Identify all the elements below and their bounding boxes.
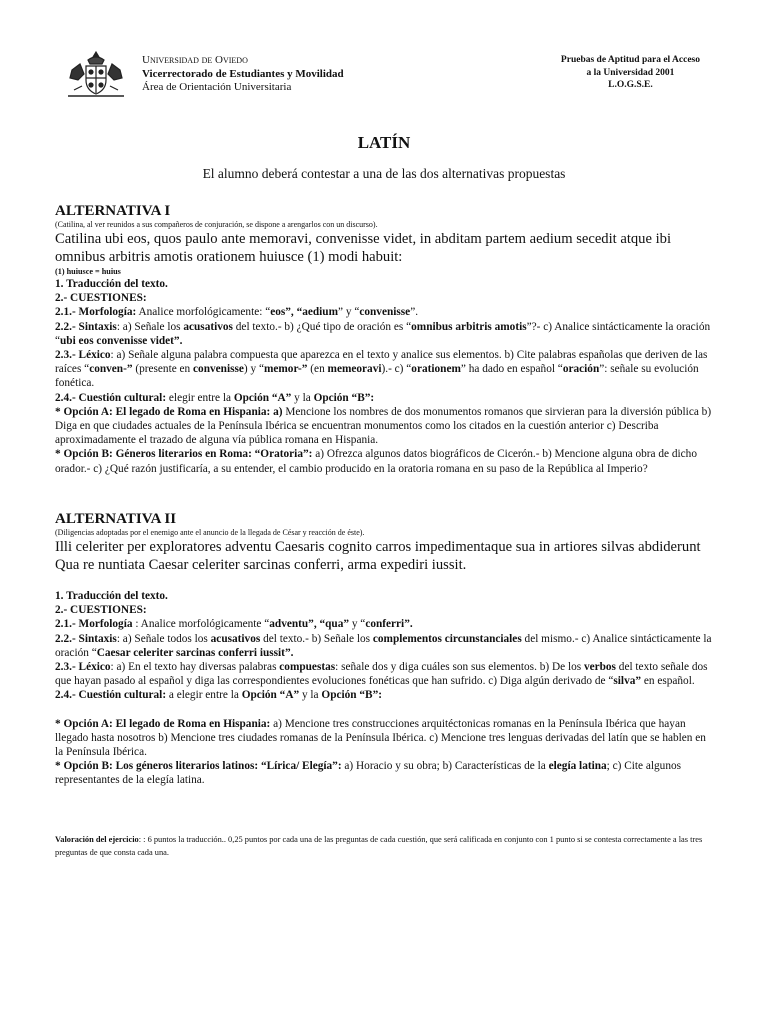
- alt2-latin-text: Illi celeriter per exploratores adventu Caesaris cognito carros impedimentaque sua in artiores silvas abdiderunt Qua re nuntiata Caesar celeriter sarcinas conferri, arma expediri iussit.: [55, 539, 701, 573]
- exam-info-line-2: a la Universidad 2001: [586, 67, 675, 78]
- alt2-traduccion: 1. Traducción del texto.: [55, 590, 168, 602]
- vicerrectorado: Vicerrectorado de Estudiantes y Movilidad: [142, 67, 344, 80]
- alt2-q-cultural: 2.4.- Cuestión cultural: a elegir entre la Opción “A” y la Opción “B”:: [55, 689, 382, 702]
- alternativa-2: [55, 510, 715, 788]
- alt2-q-lexico: 2.3.- Léxico: a) En el texto hay diversas palabras compuestas: señale dos y diga cuáles son sus elementos. b) De los verbos del texto señale dos que hayan pasado al español y diga las correspondientes evoluciones fonéticas que han sufrido. c) Diga algún derivado de “silva” en español.: [55, 661, 708, 688]
- alt2-q-sintaxis: 2.2.- Sintaxis: a) Señale todos los acusativos del texto.- b) Señale los complementos circunstanciales del mismo.- c) Analice sintácticamente la oración “Caesar celeriter sarcinas conferri iussit”.: [55, 632, 712, 659]
- alt2-cuestiones: 2.- CUESTIONES:: [55, 604, 147, 617]
- alternativa-1: [55, 202, 715, 476]
- alt2-context-note: (Diligencias adoptadas por el enemigo ante el anuncio de la llegada de César y reacción de éste).: [55, 528, 365, 537]
- alt1-q-cultural: 2.4.- Cuestión cultural: elegir entre la Opción “A” y la Opción “B”:: [55, 391, 375, 404]
- university-name: Universidad de Oviedo: [142, 54, 248, 66]
- alt1-traduccion: 1. Traducción del texto.: [55, 278, 168, 290]
- university-name-block: [142, 54, 344, 95]
- alt2-opcion-b: * Opción B: Los géneros literarios latinos: “Lírica/ Elegía”: a) Horacio y su obra; b) Características de la elegía latina; c) Cite algunos representantes de la elegía latina.: [55, 760, 682, 787]
- alt1-q-lexico: 2.3.- Léxico: a) Señale alguna palabra compuesta que aparezca en el texto y analice sus elementos. b) Cite palabras españolas que deriven de las raíces “conven-” (presente en convenisse) y “memor-” (en memeoravi).- c) “orationem” ha dado en español “oración”: señale su evolución fonética.: [55, 349, 708, 390]
- exam-info-line-3: L.O.G.S.E.: [608, 80, 653, 90]
- page-title: LATÍN: [357, 133, 411, 152]
- area-orientacion: Área de Orientación Universitaria: [142, 81, 292, 93]
- alt1-q-sintaxis: 2.2.- Sintaxis: a) Señale los acusativos del texto.- b) ¿Qué tipo de oración es “omnibus arbitris amotis”?- c) Analice sintácticamente la oración “ubi eos convenisse videt”.: [55, 320, 711, 347]
- alt2-title: ALTERNATIVA II: [55, 511, 177, 527]
- university-seal-icon: [64, 50, 128, 100]
- alt1-latin-text: Catilina ubi eos, quos paulo ante memoravi, convenisse videt, in abditam partem aedium secedit atque ibi omnibus arbitris amotis orationem huiusce (1) modi habuit:: [55, 231, 672, 265]
- exam-info-line-1: Pruebas de Aptitud para el Acceso: [560, 55, 700, 65]
- alt1-context-note: (Catilina, al ver reunidos a sus compañeros de conjuración, se dispone a arengarlos con un discurso).: [55, 220, 378, 229]
- alt1-opcion-b: * Opción B: Géneros literarios en Roma: “Oratoria”: a) Ofrezca algunos datos biográficos de Cicerón.- b) Mencione alguna obra de dicho orador.- c) ¿Qué razón justificaría, a su entender, el cambio producido en la oratoria romana en su paso de la República al Imperio?: [55, 448, 697, 475]
- alt1-cuestiones: 2.- CUESTIONES:: [55, 292, 147, 305]
- instructions: El alumno deberá contestar a una de las dos alternativas propuestas: [202, 166, 566, 181]
- exam-info: [561, 54, 700, 92]
- alt1-footnote: (1) huiusce = huius: [55, 267, 121, 276]
- alt1-title: ALTERNATIVA I: [55, 203, 171, 219]
- valoracion-ejercicio: Valoración del ejercicio: : 6 puntos la traducción.. 0,25 puntos por cada una de las preguntas de cada cuestión, que será calificada en conjunto con 1 punto si se contesta correctamente a las tres preguntas de que consta cada una.: [55, 835, 703, 857]
- alt2-opcion-a: * Opción A: El legado de Roma en Hispania: a) Mencione tres construcciones arquitéctonicas romanas en la Península Ibérica que hayan llegado hasta nosotros b) Mencione tres ciudades romanas de la Península Ibérica. c) Mencione tres lenguas derivadas del latín que se hablen en la Península Ibérica.: [55, 717, 706, 759]
- alt1-opcion-a: * Opción A: El legado de Roma en Hispania: a) Mencione los nombres de dos monumentos romanos que sirvieran para la diversión pública b) Diga en que ciudades actuales de la Península Ibérica se encuentran monumentos como los citados en la cuestión anterior c) Describa aproximadamente el trazado de alguna vía pública romana en Hispania.: [55, 405, 712, 447]
- page-header: [60, 50, 720, 110]
- alt1-q-morfologia: 2.1.- Morfología: Analice morfológicamente: “eos”, “aedium” y “convenisse”.: [55, 306, 419, 319]
- alt2-q-morfologia: 2.1.- Morfología : Analice morfológicamente “adventu”, “qua” y “conferri”.: [55, 618, 413, 631]
